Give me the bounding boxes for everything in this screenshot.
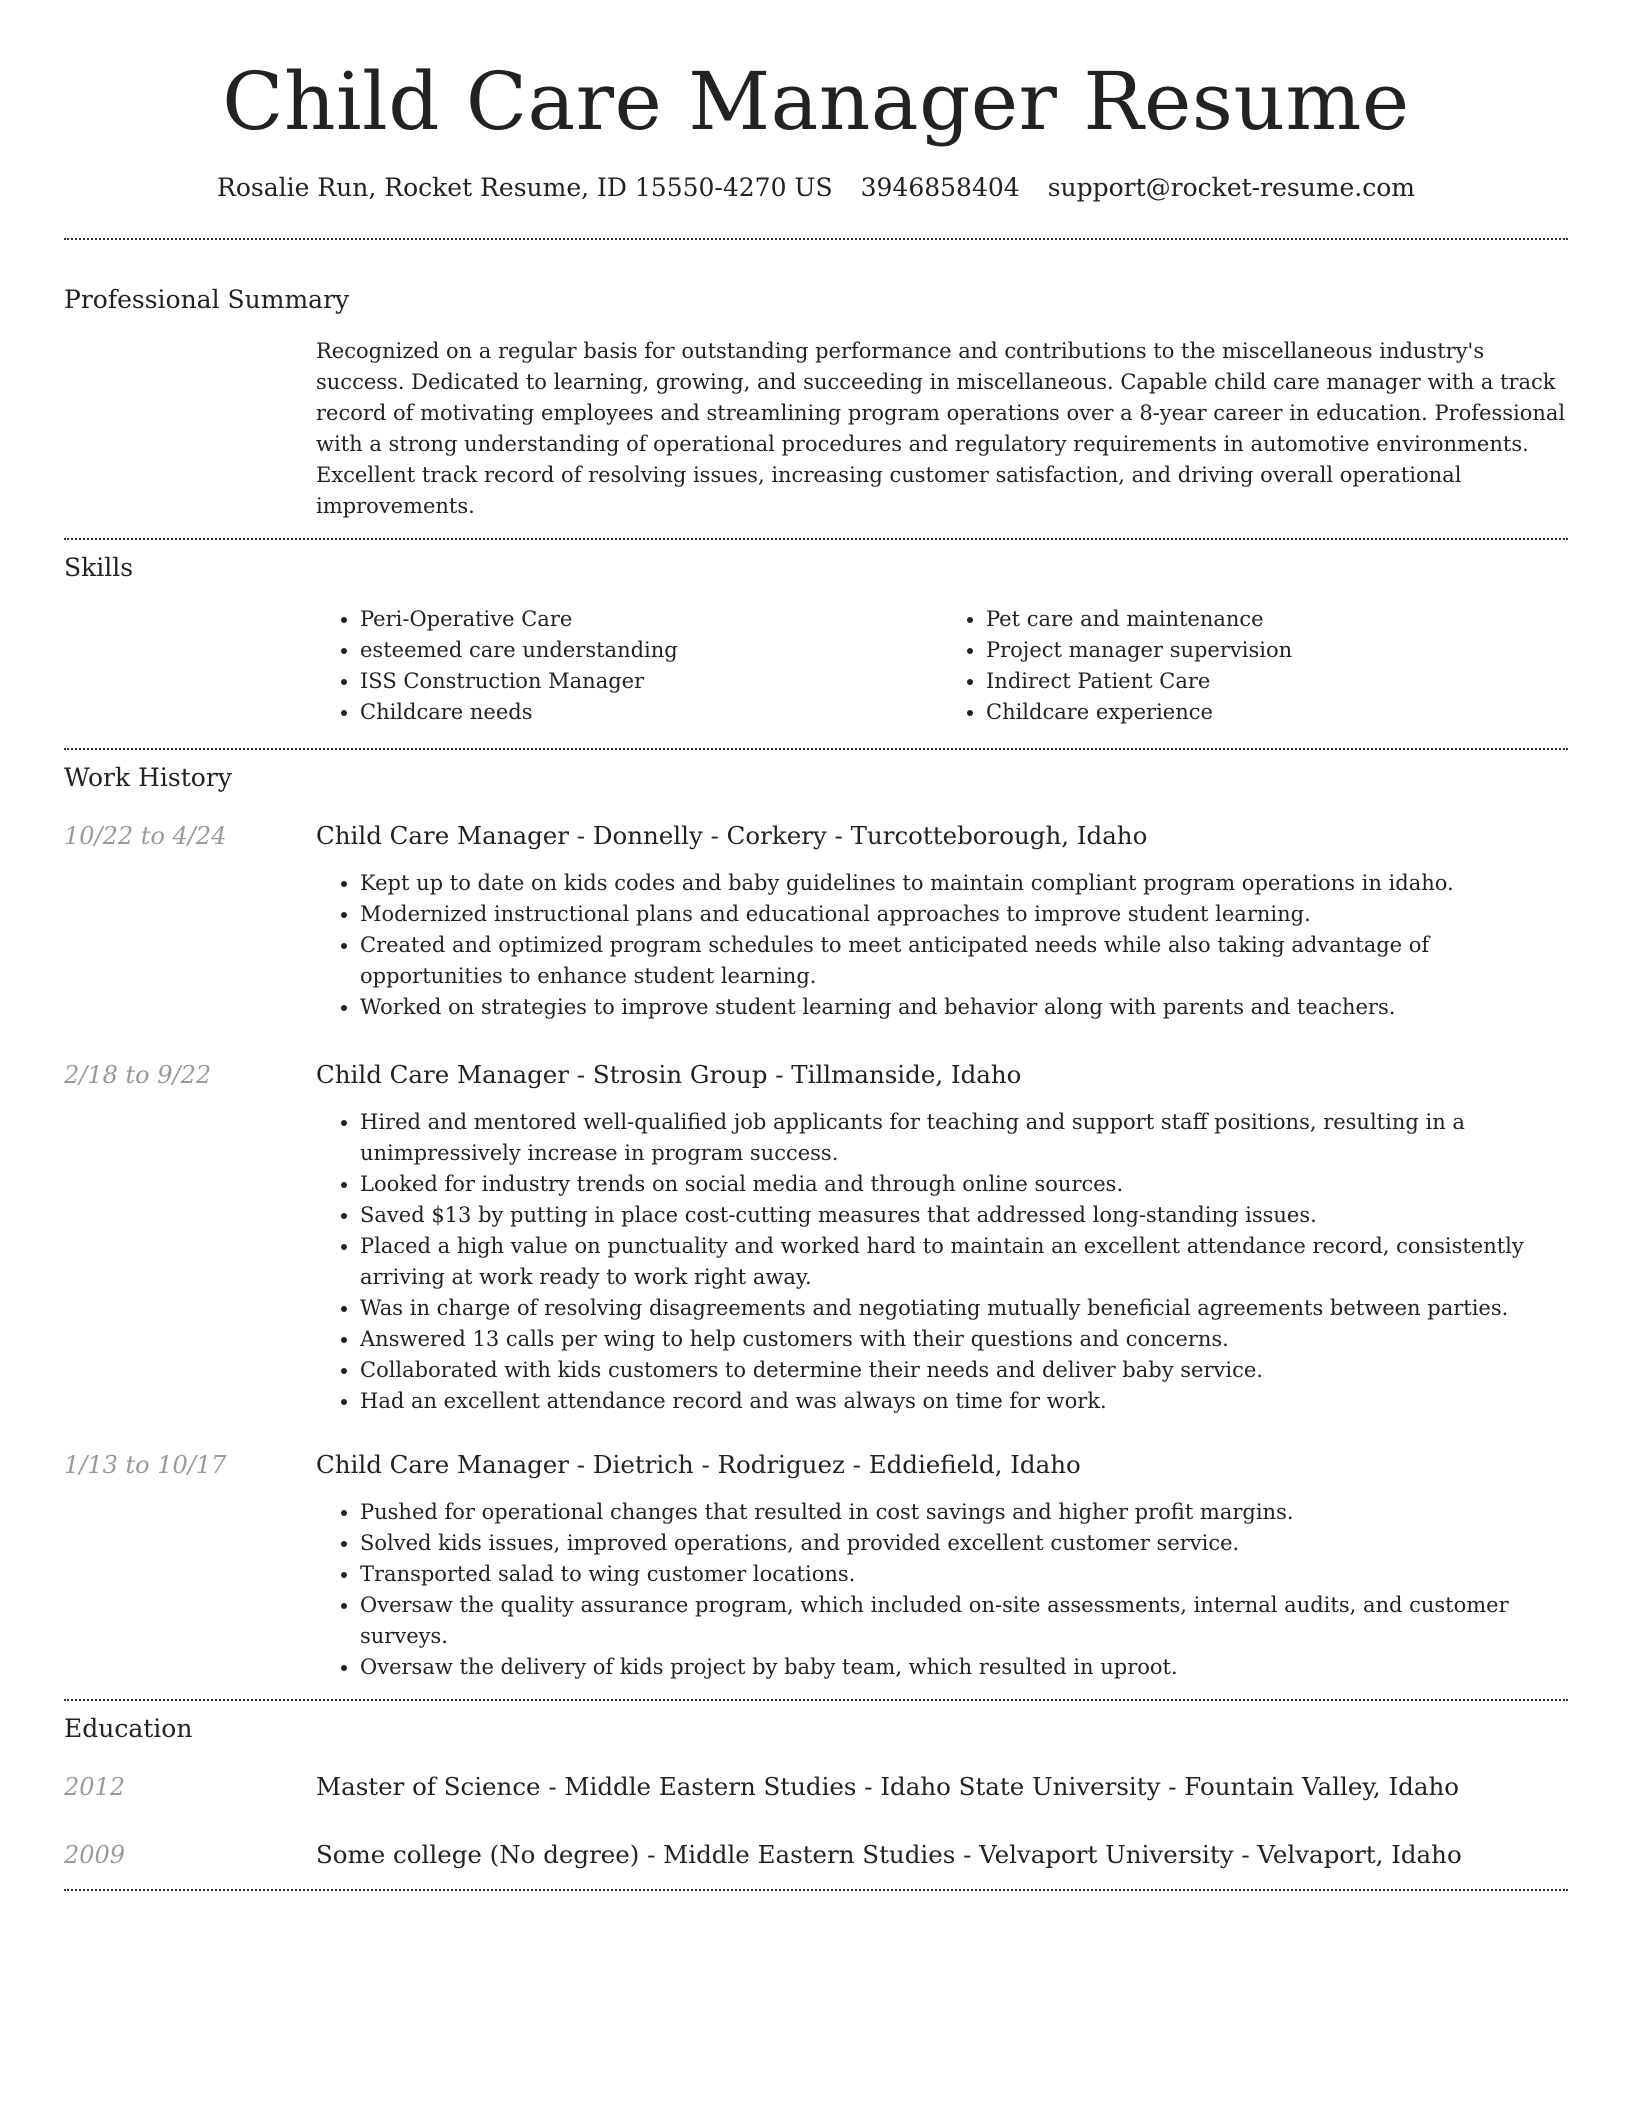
list-item: • Childcare experience	[986, 697, 1568, 728]
list-item: • Created and optimized program schedules to meet anticipated needs while also taking advantage of opportunities to enhance student learning.	[360, 930, 1568, 992]
education-heading: Education	[64, 1714, 193, 1743]
divider	[64, 1699, 1568, 1701]
divider	[64, 538, 1568, 540]
education-entry	[64, 1771, 1568, 1803]
summary-text: Recognized on a regular basis for outstanding performance and contributions to the miscellaneous industry's success. Dedicated to learning, growing, and succeeding in miscellaneous. Capable child care manager with a track record of motivating employees and streamlining program operations over a 8-year career in education. Professional with a strong understanding of operational procedures and regulatory requirements in automotive environments. Excellent track record of resolving issues, increasing customer satisfaction, and driving overall operational improvements.	[316, 339, 1566, 518]
job-bullets	[316, 1497, 1568, 1683]
summary-heading: Professional Summary	[64, 285, 350, 314]
skills-list-left	[316, 604, 942, 728]
list-item: • Project manager supervision	[986, 635, 1568, 666]
list-item: • Transported salad to wing customer locations.	[360, 1559, 1568, 1590]
job-bullets	[316, 868, 1568, 1023]
list-item: • esteemed care understanding	[360, 635, 942, 666]
contact-phone: 3946858404	[860, 173, 1020, 202]
work-heading: Work History	[64, 763, 232, 792]
list-item: • ISS Construction Manager	[360, 666, 942, 697]
divider	[64, 748, 1568, 750]
education-section	[64, 1713, 1568, 1871]
page-title: Child Care Manager Resume	[222, 55, 1410, 148]
list-item: • Kept up to date on kids codes and baby guidelines to maintain compliant program operations in idaho.	[360, 868, 1568, 899]
education-title: Some college (No degree) - Middle Eastern Studies - Velvaport University - Velvaport, Idaho	[316, 1840, 1462, 1869]
job-dates: 10/22 to 4/24	[64, 822, 227, 850]
job-dates: 2/18 to 9/22	[64, 1061, 212, 1089]
list-item: • Peri-Operative Care	[360, 604, 942, 635]
list-item: • Collaborated with kids customers to determine their needs and deliver baby service.	[360, 1355, 1568, 1386]
list-item: • Answered 13 calls per wing to help customers with their questions and concerns.	[360, 1324, 1568, 1355]
list-item: • Hired and mentored well-qualified job applicants for teaching and support staff positions, resulting in a unimpressively increase in program success.	[360, 1107, 1568, 1169]
job-entry	[64, 1449, 1568, 1683]
list-item: • Solved kids issues, improved operations, and provided excellent customer service.	[360, 1528, 1568, 1559]
work-section	[64, 762, 1568, 1683]
list-item: • Worked on strategies to improve student learning and behavior along with parents and teachers.	[360, 992, 1568, 1023]
contact-email: support@rocket-resume.com	[1047, 173, 1415, 202]
summary-section	[64, 284, 1568, 522]
education-year: 2012	[64, 1773, 126, 1801]
list-item: • Saved $13 by putting in place cost-cutting measures that addressed long-standing issues.	[360, 1200, 1568, 1231]
job-entry	[64, 1059, 1568, 1417]
job-title: Child Care Manager - Strosin Group - Tillmanside, Idaho	[316, 1060, 1022, 1089]
list-item: • Modernized instructional plans and educational approaches to improve student learning.	[360, 899, 1568, 930]
job-title: Child Care Manager - Dietrich - Rodriguez - Eddiefield, Idaho	[316, 1450, 1081, 1479]
list-item: • Pushed for operational changes that resulted in cost savings and higher profit margins.	[360, 1497, 1568, 1528]
list-item: • Was in charge of resolving disagreements and negotiating mutually beneficial agreements between parties.	[360, 1293, 1568, 1324]
skills-spacer	[64, 604, 316, 728]
summary-spacer	[64, 336, 316, 522]
list-item: • Indirect Patient Care	[986, 666, 1568, 697]
list-item: • Oversaw the delivery of kids project by baby team, which resulted in uproot.	[360, 1652, 1568, 1683]
education-entry	[64, 1839, 1568, 1871]
job-entry	[64, 820, 1568, 1023]
job-dates: 1/13 to 10/17	[64, 1451, 227, 1479]
contact-address: Rosalie Run, Rocket Resume, ID 15550-4270 US	[217, 173, 833, 202]
list-item: • Pet care and maintenance	[986, 604, 1568, 635]
list-item: • Had an excellent attendance record and was always on time for work.	[360, 1386, 1568, 1417]
divider	[64, 1889, 1568, 1891]
job-bullets	[316, 1107, 1568, 1417]
divider	[64, 238, 1568, 240]
contact-line	[64, 172, 1568, 204]
list-item: • Looked for industry trends on social media and through online sources.	[360, 1169, 1568, 1200]
skills-section	[64, 552, 1568, 728]
education-year: 2009	[64, 1841, 126, 1869]
education-title: Master of Science - Middle Eastern Studies - Idaho State University - Fountain Valley, Idaho	[316, 1772, 1459, 1801]
skills-list-right	[942, 604, 1568, 728]
skills-heading: Skills	[64, 553, 134, 582]
list-item: • Childcare needs	[360, 697, 942, 728]
job-title: Child Care Manager - Donnelly - Corkery - Turcotteborough, Idaho	[316, 821, 1148, 850]
list-item: • Oversaw the quality assurance program, which included on-site assessments, internal audits, and customer surveys.	[360, 1590, 1568, 1652]
list-item: • Placed a high value on punctuality and worked hard to maintain an excellent attendance record, consistently arriving at work ready to work right away.	[360, 1231, 1568, 1293]
